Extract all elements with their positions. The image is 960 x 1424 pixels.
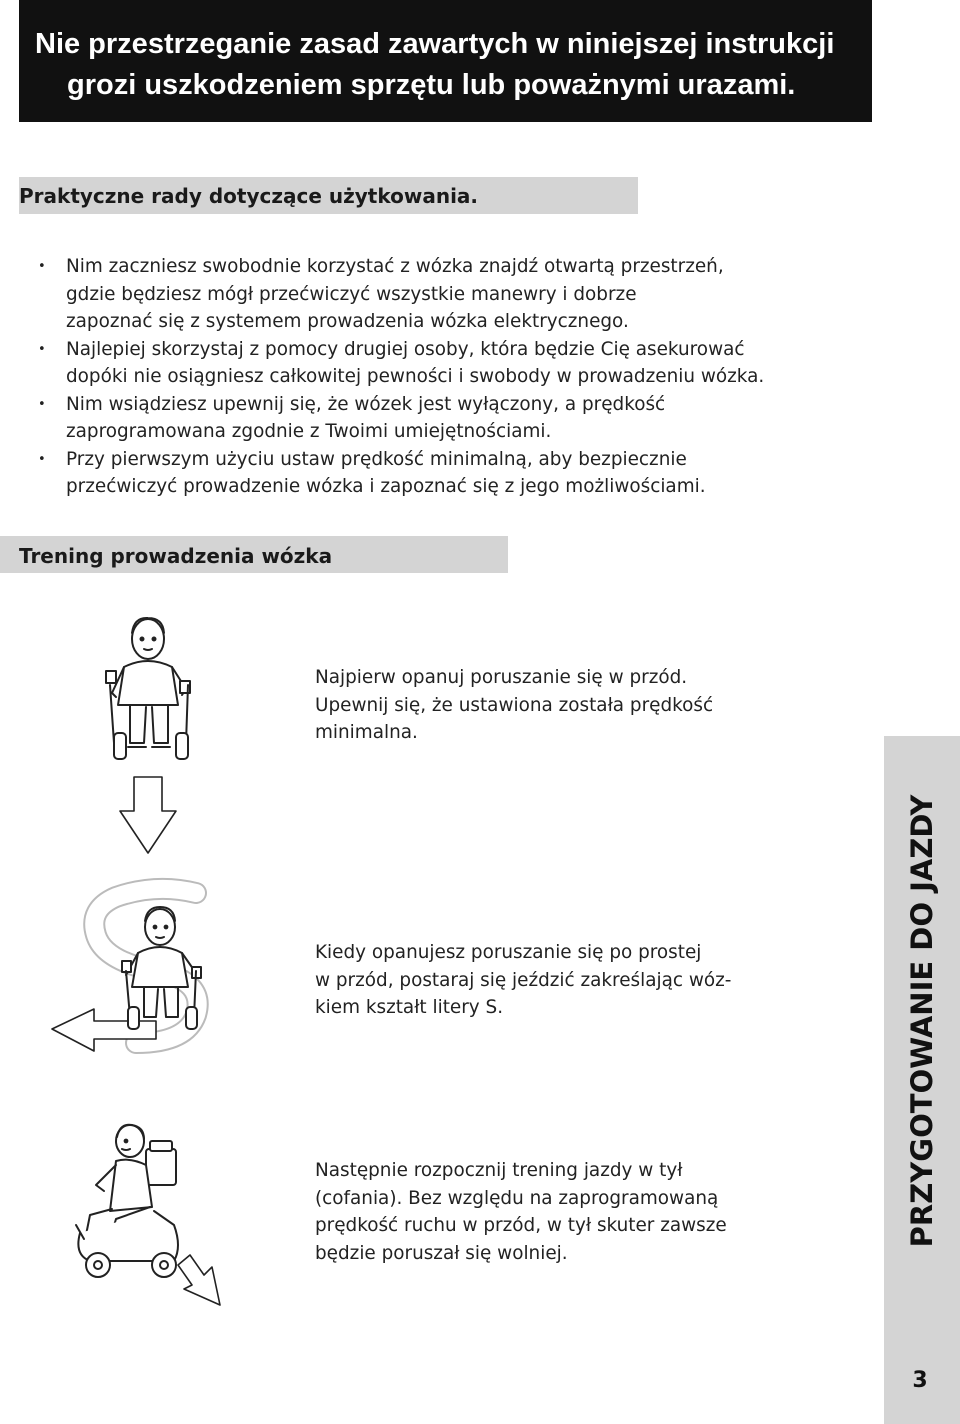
list-item: • Przy pierwszym użyciu ustaw prędkość minimalną, aby bezpiecznie [30,446,764,474]
warning-box [19,0,872,122]
side-tab-title: PRZYGOTOWANIE DO JAZDY [905,794,939,1248]
s-curve-illustration [46,875,246,1070]
list-item: • Nim wsiądziesz upewnij się, że wózek jest wyłączony, a prędkość [30,391,764,419]
bullet-icon: • [38,451,46,467]
training-heading: Trening prowadzenia wózka [0,536,508,573]
list-item: • Nim zaczniesz swobodnie korzystać z wózka znajdź otwartą przestrzeń, [30,253,764,281]
wheelchair-front-illustration [100,615,210,865]
warning-line-2: grozi uszkodzeniem sprzętu lub poważnymi urazami. [67,69,796,101]
list-item: przećwiczyć prowadzenie wózka i zapoznać się z jego możliwościami. [66,476,706,497]
page-number: 3 [912,1368,928,1393]
bullet-icon: • [38,259,46,274]
training-step-1: Najpierw opanuj poruszanie się w przód. Upewnij się, że ustawiona została prędkość minimalna. [315,667,714,743]
training-step-2: Kiedy opanujesz poruszanie się po prostej w przód, postaraj się jeździć zakreślając wóz- kiem kształt litery S. [315,942,732,1018]
list-item: • Najlepiej skorzystaj z pomocy drugiej osoby, która będzie Cię asekurować [30,336,764,364]
training-step-3: Następnie rozpocznij trening jazdy w tył (cofania). Bez względu na zaprogramowaną prędkość ruchu w przód, w tył skuter zawsze będzie poruszał się wolniej. [315,1160,727,1264]
scooter-reverse-illustration [70,1115,230,1315]
tips-heading: Praktyczne rady dotyczące użytkowania. [19,177,638,214]
bullet-icon: • [38,341,46,357]
warning-line-1: Nie przestrzeganie zasad zawartych w niniejszej instrukcji [35,28,835,60]
list-item: zaprogramowana zgodnie z Twoimi umiejętnościami. [66,421,552,442]
list-item: gdzie będziesz mógł przećwiczyć wszystkie manewry i dobrze [66,283,637,305]
list-item: dopóki nie osiągniesz całkowitej pewności i swobody w prowadzeniu wózka. [66,366,765,387]
bullet-icon: • [38,396,46,412]
list-item: zapoznać się z systemem prowadzenia wózka elektrycznego. [66,311,629,332]
tips-list [30,253,764,501]
